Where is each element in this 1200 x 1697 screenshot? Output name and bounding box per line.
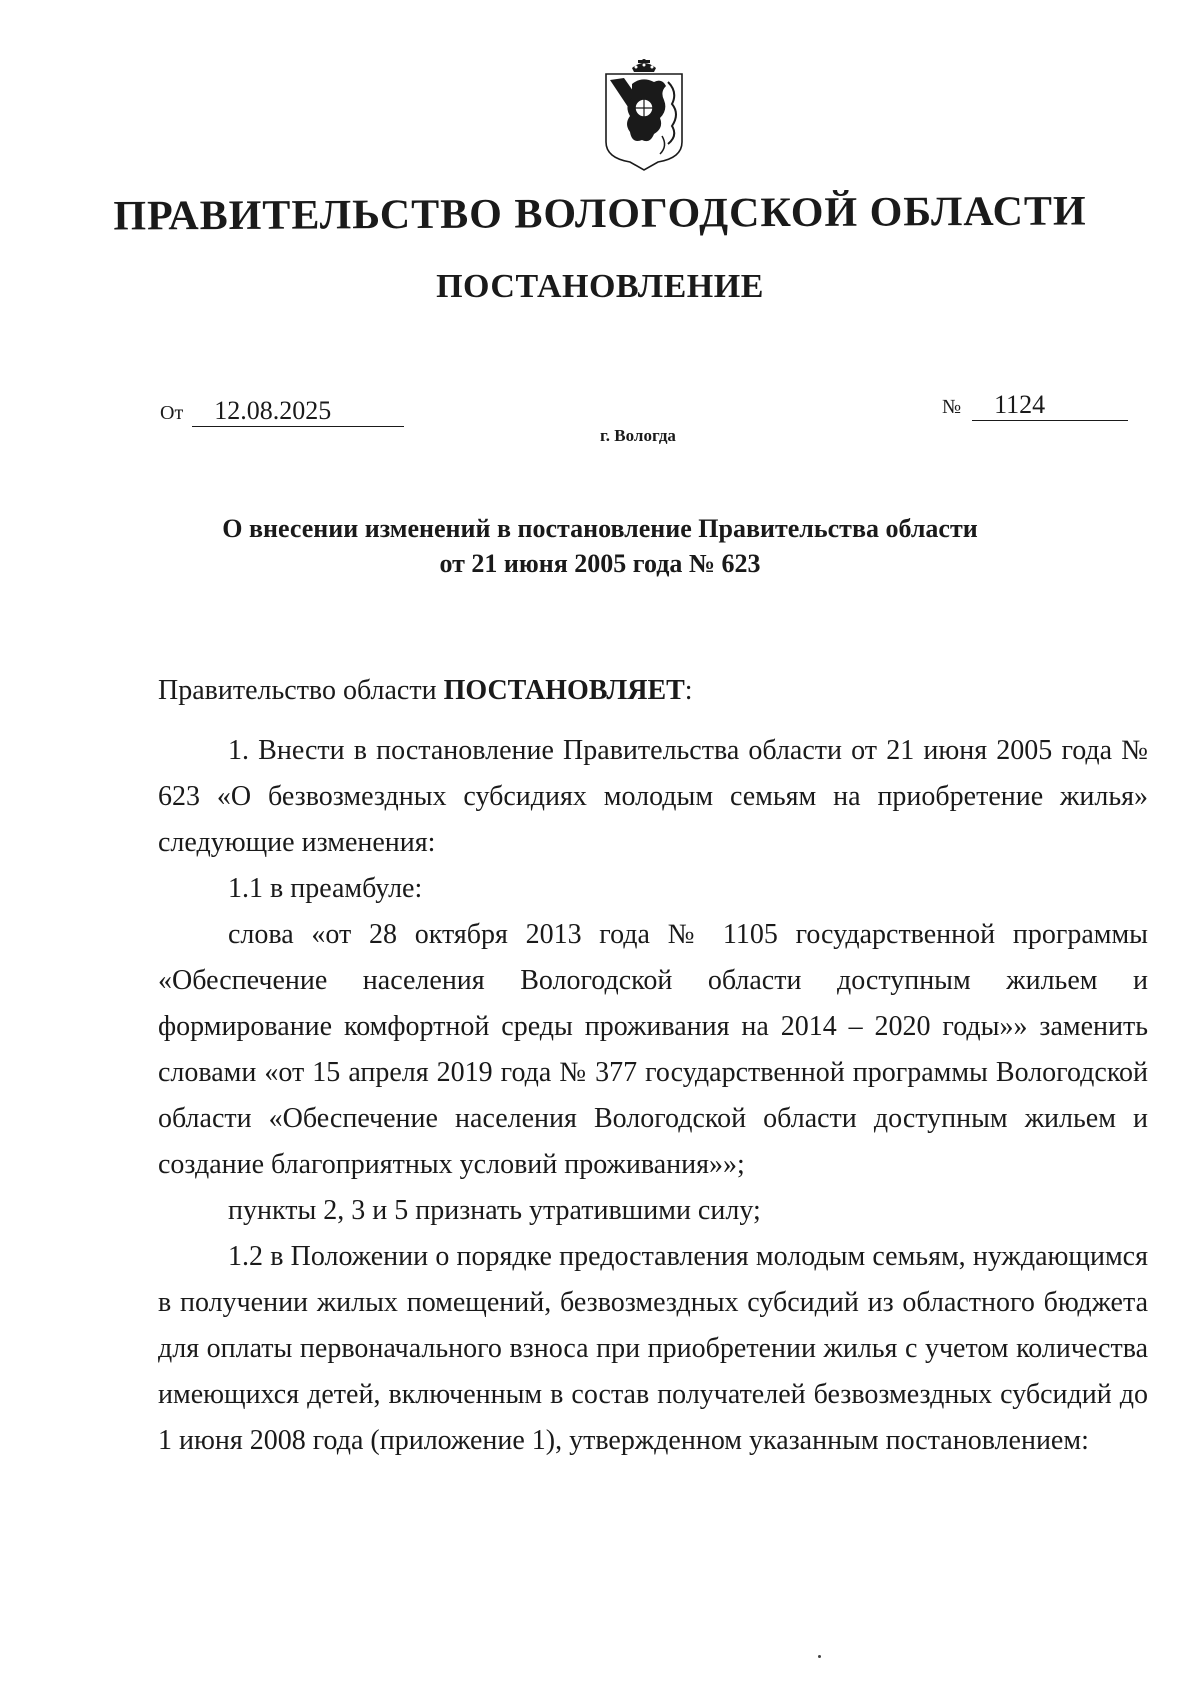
paragraph-1-2: 1.2 в Положении о порядке предоставления молодым семьям, нуждающимся в получении жилых помещений, безвозмездных субсидий из областного бюджета для оплаты первоначального взноса при приобретении жилья с учетом количества имеющихся детей, включенным в состав получателей безвозмездных субсидий до 1 июня 2008 года (приложение 1), утвержденном указанным постановлением:	[158, 1241, 1148, 1456]
document-number	[942, 390, 1128, 421]
date-label: От	[160, 402, 184, 424]
intro-suffix: :	[684, 675, 693, 706]
city-name: г. Вологда	[600, 426, 676, 445]
paragraph-1: 1. Внести в постановление Правительства области от 21 июня 2005 года № 623 «О безвозмездных субсидиях молодым семьям на приобретение жилья» следующие изменения:	[158, 735, 1148, 858]
intro-prefix: Правительство области	[158, 675, 444, 706]
paragraph-1-1: 1.1 в преамбуле:	[228, 873, 423, 904]
subject-line-2: от 21 июня 2005 года № 623	[439, 549, 761, 578]
document-body	[158, 668, 1148, 1464]
document-date	[160, 396, 404, 427]
number-value: 1124	[972, 390, 1128, 421]
document-type: ПОСТАНОВЛЕНИЕ	[436, 268, 764, 305]
date-value: 12.08.2025	[192, 396, 404, 427]
paragraph-preamble-change: слова «от 28 октября 2013 года № 1105 государственной программы «Обеспечение населения Вологодской области доступным жильем и формирование комфортной среды проживания на 2014 – 2020 годы»» заменить словами «от 15 апреля 2019 года № 377 государственной программы Вологодской области «Обеспечение населения Вологодской области доступным жильем и создание благоприятных условий проживания»»;	[158, 919, 1148, 1180]
government-name: ПРАВИТЕЛЬСТВО ВОЛОГОДСКОЙ ОБЛАСТИ	[113, 188, 1087, 240]
document-subject	[140, 511, 1060, 581]
intro-strong: ПОСТАНОВЛЯЕТ	[443, 675, 685, 706]
intro-paragraph	[158, 668, 1148, 714]
subject-line-1: О внесении изменений в постановление Правительства области	[222, 514, 978, 543]
paragraph-repeal: пункты 2, 3 и 5 признать утратившими силу;	[228, 1195, 761, 1226]
number-label: №	[942, 396, 962, 418]
coat-of-arms-icon	[602, 58, 686, 172]
scan-dot	[818, 1655, 821, 1658]
